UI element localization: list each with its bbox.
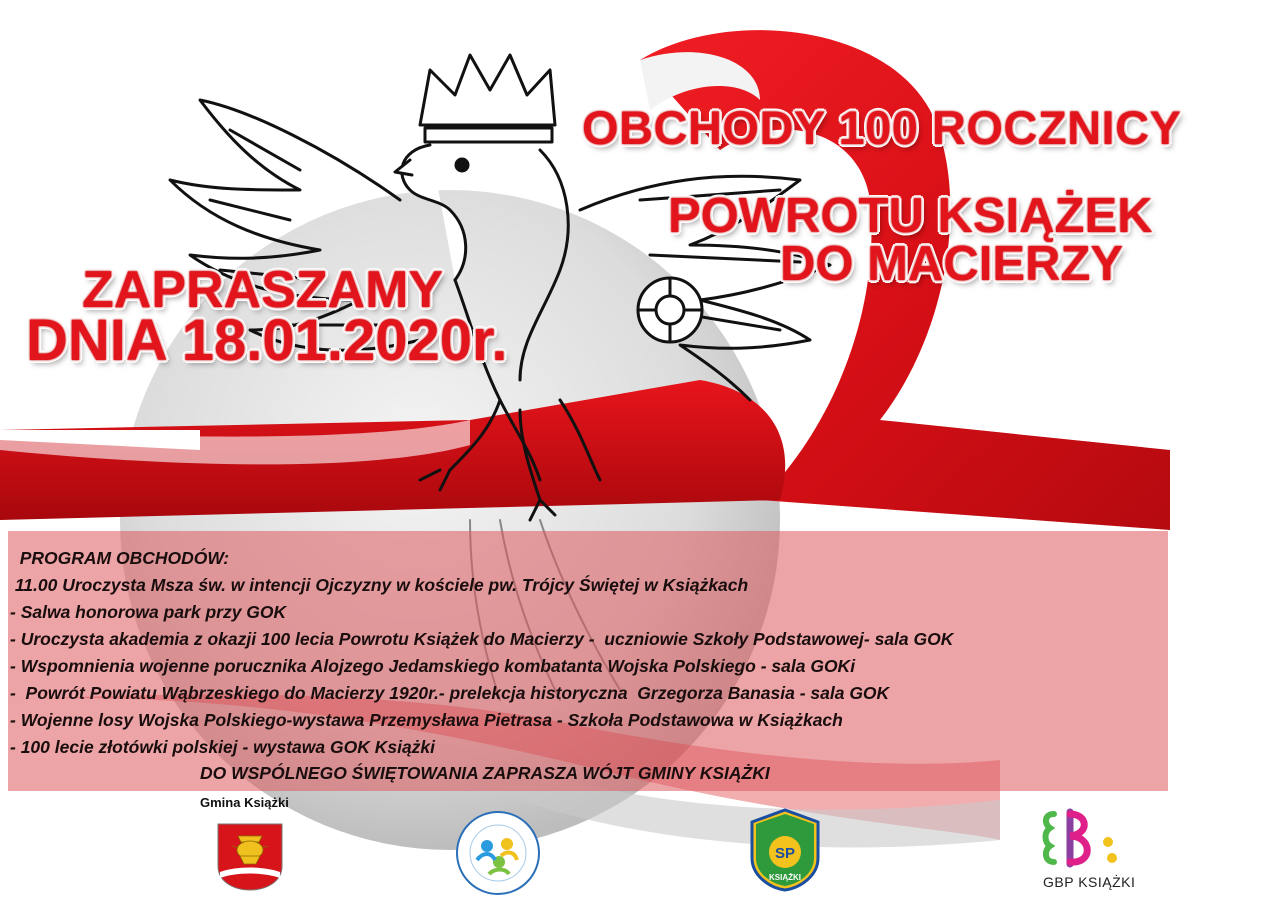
- gmina-label: Gmina Książki: [200, 795, 289, 810]
- program-item: - Salwa honorowa park przy GOK: [10, 602, 287, 622]
- headline-line-3: DO MACIERZY: [780, 237, 1123, 291]
- program-item: - 100 lecie złotówki polskiej - wystawa GOK Książki: [10, 737, 436, 757]
- program-item: - Uroczysta akademia z okazji 100 lecia Powrotu Książek do Macierzy - uczniowie Szkoły Podstawowej- sala GOK: [10, 629, 954, 649]
- program-heading: PROGRAM OBCHODÓW:: [10, 548, 230, 568]
- invite-line-1: ZAPRASZAMY: [82, 261, 444, 319]
- gbp-logo-icon: [1040, 808, 1130, 874]
- program-item: - Wojenne losy Wojska Polskiego-wystawa Przemysława Pietrasa - Szkoła Podstawowa w Książkach: [10, 710, 843, 730]
- coat-of-arms-icon: [216, 822, 284, 892]
- gbp-label: GBP KSIĄŻKI: [1043, 874, 1136, 890]
- program-item: - Wspomnienia wojenne porucznika Alojzego Jedamskiego kombatanta Wojska Polskiego - sala GOKi: [10, 656, 856, 676]
- program-item: - Powrót Powiatu Wąbrzeskiego do Macierzy 1920r.- prelekcja historyczna Grzegorza Banasia - sala GOK: [10, 683, 890, 703]
- gok-logo-icon: [455, 810, 541, 896]
- sp-text: SP: [774, 845, 796, 862]
- invite-date: DNIA 18.01.2020r.: [26, 308, 508, 373]
- headline-line-2: POWROTU KSIĄŻEK: [668, 189, 1153, 243]
- closing-invitation: DO WSPÓLNEGO ŚWIĘTOWANIA ZAPRASZA WÓJT GMINY KSIĄŻKI: [200, 763, 770, 783]
- sp-school-logo-icon: [750, 808, 820, 892]
- sp-name: KSIĄŻKI: [769, 873, 801, 882]
- program-list: [10, 545, 953, 761]
- program-item: 11.00 Uroczysta Msza św. w intencji Ojczyzny w kościele pw. Trójcy Świętej w Książkach: [10, 575, 749, 595]
- headline-line-1: OBCHODY 100 ROCZNICY: [582, 101, 1182, 154]
